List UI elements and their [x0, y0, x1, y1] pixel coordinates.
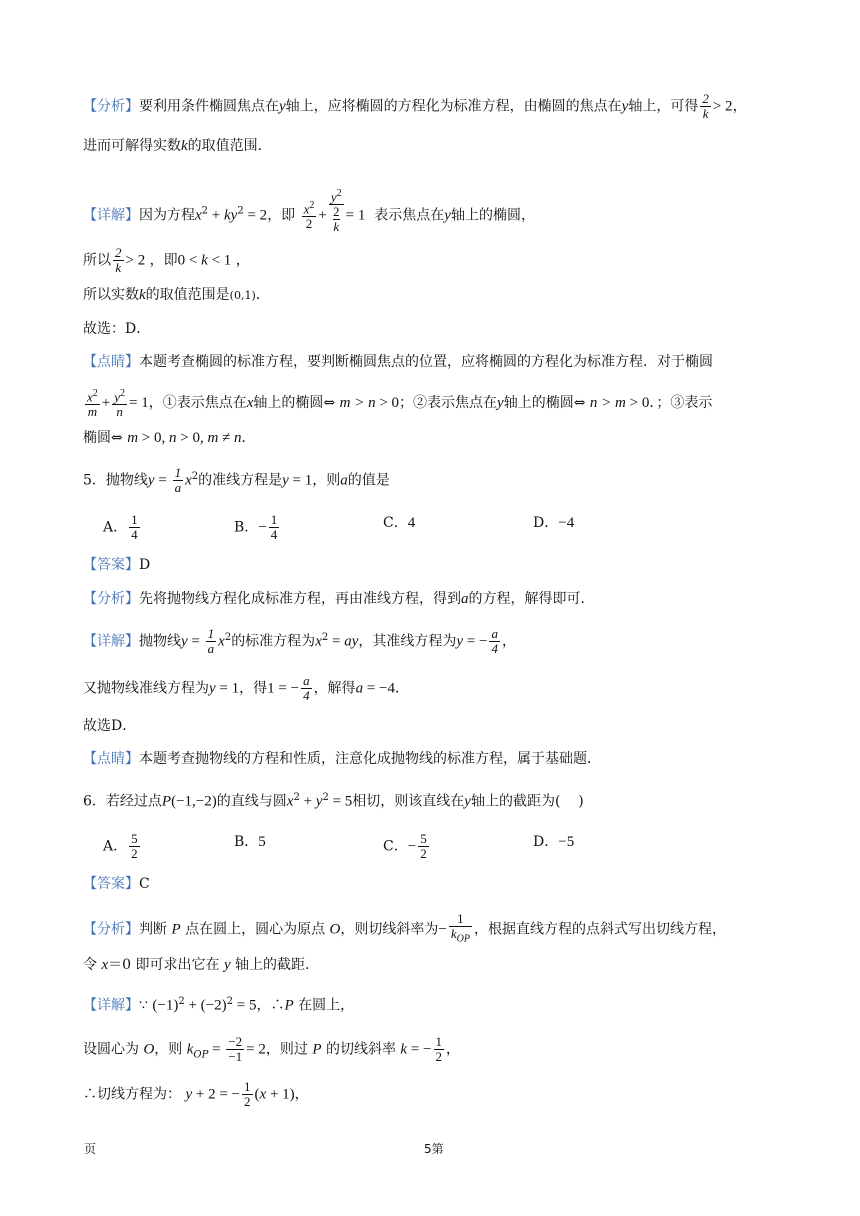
- comment-line-1: 【点睛】本题考查椭圆的标准方程，要判断椭圆焦点的位置，应将椭圆的方程化为标准方程．对于椭圆: [83, 354, 713, 370]
- detail-5-line-1: 【详解】抛物线y = $\frac{1}{a}$ $x^2$的标准方程为$x^2$ = ay，其准线方程为y = − $\frac{a}{4}$ ，: [83, 626, 516, 656]
- footer-left: 页: [84, 1142, 97, 1156]
- detail-line-1: 【详解】因为方程$x^2 + ky^2 = 2$，即 $\frac{x^2}{2}$ + $y^2$ 2 k = 1 表示焦点在y轴上的椭圆，: [83, 188, 535, 235]
- analysis-line-1: 【分析】要利用条件椭圆焦点在y轴上，应将椭圆的方程化为标准方程，由椭圆的焦点在y轴上，可得 $\frac{2}{k}$ > 2，: [83, 91, 747, 121]
- q6-option-c[interactable]: C．− $\frac{5}{2}$: [383, 831, 427, 861]
- detail-6-line-2: 设圆心为 O，则 $k_{OP}$ = $\frac{-2}{-1}$ = 2，则过 P 的切线斜率 k = − $\frac{1}{2}$ ，: [83, 1034, 461, 1064]
- q6-option-b[interactable]: B．5: [234, 834, 266, 850]
- q5-option-a[interactable]: A． $\frac{1}{4}$: [103, 512, 138, 542]
- answer-5: 【答案】D: [83, 557, 151, 573]
- q5-option-d[interactable]: D．−4: [533, 515, 575, 531]
- question-6: 6．若经过点P(−1,−2)的直线与圆$x^2 + y^2 = 5$相切，则该直线在y轴上的截距为( ): [83, 792, 584, 810]
- analysis-6-line-2: 令 x＝0 即可求出它在 y 轴上的截距.: [83, 957, 310, 973]
- q6-option-a[interactable]: A． $\frac{5}{2}$: [103, 831, 138, 861]
- detail-line-3: 所以实数k的取值范围是(0,1)．: [83, 287, 270, 303]
- detail-line-4: 故选：D．: [83, 321, 151, 337]
- detail-6-line-1: 【详解】∵ $(-1)^2 + (-2)^2 = 5$，∴P 在圆上，: [83, 996, 355, 1014]
- detail-6-line-3: ∴切线方程为： y + 2 = − $\frac{1}{2}$ (x + 1)，: [83, 1079, 309, 1109]
- analysis-tag: 【分析】: [83, 98, 139, 115]
- analysis-line-2: 进而可解得实数k的取值范围．: [83, 138, 272, 154]
- answer-6: 【答案】C: [83, 876, 150, 892]
- detail-tag: 【详解】: [83, 207, 139, 224]
- detail-5-line-3: 故选D．: [83, 718, 137, 734]
- comment-5: 【点睛】本题考查抛物线的方程和性质，注意化成抛物线的标准方程，属于基础题．: [83, 751, 601, 767]
- analysis-5: 【分析】先将抛物线方程化成标准方程，再由准线方程，得到a的方程，解得即可．: [83, 591, 595, 607]
- detail-5-line-2: 又抛物线准线方程为y = 1，得1 = − $\frac{a}{4}$ ，解得a = −4．: [83, 673, 409, 703]
- question-5: 5．抛物线y = $\frac{1}{a}$ $x^2$的准线方程是y = 1，则a的值是: [83, 465, 390, 495]
- comment-line-2: $\frac{x^2}{m}$ + $\frac{y^2}{n}$ = 1，①表示焦点在x轴上的椭圆⇔ m > n > 0；②表示焦点在y轴上的椭圆⇔ n > m > 0．；③表示: [87, 388, 713, 420]
- footer-page-number: 5第: [424, 1142, 444, 1156]
- q6-option-d[interactable]: D．−5: [533, 834, 575, 850]
- comment-tag: 【点睛】: [83, 354, 139, 370]
- detail-line-2: 所以 $\frac{2}{k}$ > 2 ，即0 < k < 1 ，: [83, 245, 250, 275]
- q5-option-b[interactable]: B．− $\frac{1}{4}$: [234, 512, 278, 542]
- comment-line-3: 椭圆⇔ m > 0, n > 0, m ≠ n．: [83, 430, 256, 446]
- analysis-6-line-1: 【分析】判断 P 点在圆上，圆心为原点 O，则切线斜率为− $\frac{1}{k_{OP}}$ ，根据直线方程的点斜式写出切线方程，: [83, 911, 726, 945]
- q5-option-c[interactable]: C．4: [383, 515, 416, 531]
